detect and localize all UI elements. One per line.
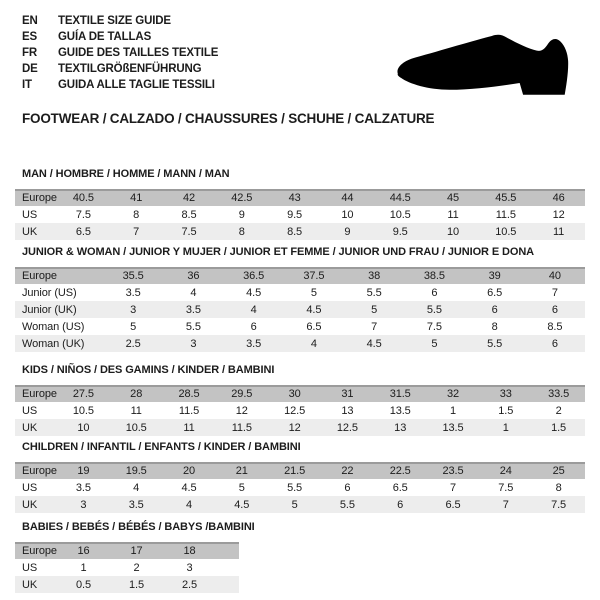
- size-value: 36: [187, 269, 200, 282]
- row-label: Woman (UK): [22, 337, 85, 350]
- table-row: [15, 284, 585, 301]
- size-value: 28: [130, 387, 143, 400]
- size-value: 31.5: [389, 387, 411, 400]
- table-row: [15, 496, 585, 513]
- size-value: 3: [186, 561, 193, 574]
- table-row: [15, 206, 585, 223]
- size-value: 8: [238, 225, 245, 238]
- size-value: 3.5: [185, 303, 201, 316]
- size-value: 38: [368, 269, 381, 282]
- size-value: 6: [551, 303, 558, 316]
- size-value: 8: [491, 320, 498, 333]
- table-row: [15, 301, 585, 318]
- size-value: 7: [449, 481, 456, 494]
- size-value: 44.5: [389, 191, 411, 204]
- size-value: 6.5: [487, 286, 503, 299]
- size-value: 5.5: [426, 303, 442, 316]
- size-value: 12: [235, 404, 248, 417]
- size-value: 7: [371, 320, 378, 333]
- language-row-fr: [22, 45, 218, 61]
- size-value: 4: [250, 303, 257, 316]
- size-value: 4.5: [246, 286, 262, 299]
- row-label: Europe: [22, 191, 57, 204]
- size-value: 5.5: [287, 481, 303, 494]
- size-value: 40: [548, 269, 561, 282]
- category-heading: FOOTWEAR / CALZADO / CHAUSSURES / SCHUHE / CALZATURE: [22, 111, 435, 126]
- language-code: FR: [22, 47, 38, 59]
- size-value: 13.5: [442, 421, 464, 434]
- section-kids: [15, 364, 585, 436]
- size-value: 8.5: [547, 320, 563, 333]
- size-value: 31: [341, 387, 354, 400]
- language-row-de: [22, 61, 218, 77]
- size-value: 7.5: [498, 481, 514, 494]
- size-value: 1.5: [551, 421, 567, 434]
- size-value: 4: [133, 481, 140, 494]
- row-label: US: [22, 561, 38, 574]
- row-label: US: [22, 481, 38, 494]
- size-value: 29.5: [231, 387, 253, 400]
- size-value: 3: [190, 337, 197, 350]
- size-value: 12: [552, 208, 565, 221]
- size-value: 28.5: [178, 387, 200, 400]
- size-value: 6.5: [306, 320, 322, 333]
- size-value: 36.5: [243, 269, 265, 282]
- size-value: 8.5: [287, 225, 303, 238]
- section-man: [15, 168, 585, 240]
- size-value: 0.5: [76, 578, 91, 591]
- size-value: 3.5: [125, 286, 141, 299]
- size-value: 18: [183, 544, 196, 557]
- size-value: 3.5: [128, 498, 144, 511]
- size-value: 1: [449, 404, 456, 417]
- size-value: 39: [488, 269, 501, 282]
- size-value: 11.5: [495, 208, 516, 221]
- row-label: Junior (US): [22, 286, 77, 299]
- size-value: 1: [502, 421, 509, 434]
- row-label: Europe: [22, 269, 57, 282]
- size-value: 11: [183, 421, 195, 434]
- size-value: 21: [235, 464, 248, 477]
- size-value: 8.5: [181, 208, 197, 221]
- size-value: 4.5: [306, 303, 322, 316]
- size-value: 4.5: [234, 498, 250, 511]
- size-value: 7.5: [426, 320, 442, 333]
- section-title-children: CHILDREN / INFANTIL / ENFANTS / KINDER / BAMBINI: [22, 441, 301, 453]
- size-value: 32: [446, 387, 460, 400]
- size-value: 3: [130, 303, 137, 316]
- size-value: 10: [77, 421, 90, 434]
- table-row: [15, 385, 585, 402]
- size-value: 1: [80, 561, 87, 574]
- size-value: 9: [238, 208, 245, 221]
- language-label: TEXTILE SIZE GUIDE: [58, 15, 171, 27]
- size-value: 4: [190, 286, 197, 299]
- size-value: 4: [310, 337, 317, 350]
- language-label: GUIDA ALLE TAGLIE TESSILI: [58, 79, 215, 91]
- size-value: 22.5: [389, 464, 411, 477]
- section-children: [15, 441, 585, 513]
- language-row-it: [22, 77, 218, 93]
- table-row: [15, 402, 585, 419]
- size-value: 10.5: [389, 208, 411, 221]
- row-label: US: [22, 404, 38, 417]
- size-value: 7: [133, 225, 140, 238]
- language-label: TEXTILGRÖßENFÜHRUNG: [58, 63, 202, 75]
- size-value: 1.5: [129, 578, 144, 591]
- size-value: 42.5: [231, 191, 253, 204]
- size-value: 22: [341, 464, 354, 477]
- size-value: 4.5: [181, 481, 197, 494]
- size-value: 10.5: [72, 404, 94, 417]
- size-value: 21.5: [284, 464, 306, 477]
- size-value: 37.5: [303, 269, 325, 282]
- section-title-man: MAN / HOMBRE / HOMME / MANN / MAN: [22, 168, 230, 180]
- size-value: 5: [291, 498, 298, 511]
- size-value: 45.5: [495, 191, 517, 204]
- size-value: 6: [250, 320, 257, 333]
- size-value: 16: [77, 544, 90, 557]
- size-value: 6.5: [445, 498, 461, 511]
- size-value: 11.5: [178, 404, 200, 417]
- size-value: 6: [491, 303, 498, 316]
- section-junior-woman: [15, 246, 585, 352]
- size-value: 6: [551, 337, 558, 350]
- size-table-man: [15, 189, 585, 240]
- language-list: [22, 13, 218, 93]
- size-value: 10: [341, 208, 354, 221]
- row-label: Europe: [22, 544, 57, 557]
- size-value: 41: [130, 191, 143, 204]
- size-value: 46: [552, 191, 565, 204]
- row-label: Junior (UK): [22, 303, 77, 316]
- size-value: 33.5: [548, 387, 570, 400]
- language-label: GUÍA DE TALLAS: [58, 31, 152, 43]
- size-value: 27.5: [72, 387, 94, 400]
- section-title-babies: BABIES / BEBÉS / BÉBÉS / BABYS /BAMBINI: [22, 521, 255, 533]
- size-value: 42: [182, 191, 196, 204]
- size-value: 13.5: [389, 404, 411, 417]
- dress-shoe-icon: [388, 8, 574, 106]
- size-value: 7.5: [181, 225, 197, 238]
- language-code: EN: [22, 15, 38, 27]
- size-value: 5: [431, 337, 438, 350]
- size-value: 7: [551, 286, 558, 299]
- language-code: DE: [22, 63, 38, 75]
- size-table-children: [15, 462, 585, 513]
- row-label: US: [22, 208, 38, 221]
- language-code: ES: [22, 31, 38, 43]
- size-value: 2: [133, 561, 140, 574]
- size-value: 24: [499, 464, 512, 477]
- size-value: 2.5: [125, 337, 141, 350]
- size-value: 10.5: [125, 421, 147, 434]
- table-row: [15, 189, 585, 206]
- language-row-en: [22, 13, 218, 29]
- section-title-kids: KIDS / NIÑOS / DES GAMINS / KINDER / BAMBINI: [22, 364, 275, 376]
- size-table-junior-woman: [15, 267, 585, 352]
- size-value: 20: [182, 464, 196, 477]
- size-value: 8: [133, 208, 140, 221]
- size-value: 44: [341, 191, 354, 204]
- size-value: 6: [431, 286, 438, 299]
- size-value: 11: [447, 208, 459, 221]
- size-value: 4.5: [366, 337, 382, 350]
- size-value: 12.5: [284, 404, 306, 417]
- row-label: Europe: [22, 464, 57, 477]
- row-label: UK: [22, 578, 38, 591]
- size-value: 5.5: [185, 320, 201, 333]
- size-value: 3: [80, 498, 87, 511]
- size-value: 3.5: [75, 481, 91, 494]
- size-value: 38.5: [423, 269, 445, 282]
- table-row: [15, 576, 239, 593]
- size-value: 6.5: [75, 225, 91, 238]
- row-label: Woman (US): [22, 320, 85, 333]
- size-value: 25: [552, 464, 565, 477]
- table-row: [15, 335, 585, 352]
- size-value: 2.5: [182, 578, 197, 591]
- size-value: 10.5: [495, 225, 517, 238]
- size-value: 7.5: [551, 498, 567, 511]
- size-value: 5: [310, 286, 317, 299]
- size-value: 5.5: [487, 337, 503, 350]
- size-value: 8: [555, 481, 562, 494]
- language-label: GUIDE DES TAILLES TEXTILE: [58, 47, 219, 59]
- table-row: [15, 318, 585, 335]
- size-value: 12.5: [336, 421, 358, 434]
- size-value: 5.5: [339, 498, 355, 511]
- row-label: UK: [22, 225, 38, 238]
- size-table-kids: [15, 385, 585, 436]
- language-row-es: [22, 29, 218, 45]
- table-row: [15, 479, 585, 496]
- size-value: 19.5: [125, 464, 147, 477]
- size-value: 35.5: [122, 269, 144, 282]
- size-value: 10: [446, 225, 460, 238]
- size-value: 7.5: [75, 208, 91, 221]
- size-value: 12: [288, 421, 301, 434]
- size-value: 45: [446, 191, 460, 204]
- size-value: 6.5: [392, 481, 408, 494]
- size-value: 40.5: [72, 191, 94, 204]
- table-row: [15, 542, 239, 559]
- table-row: [15, 462, 585, 479]
- size-value: 9: [344, 225, 351, 238]
- size-value: 30: [288, 387, 301, 400]
- row-label: UK: [22, 421, 38, 434]
- size-value: 1.5: [498, 404, 514, 417]
- size-value: 5: [130, 320, 137, 333]
- row-label: Europe: [22, 387, 57, 400]
- size-value: 5: [371, 303, 378, 316]
- size-value: 6: [397, 498, 404, 511]
- section-title-junior-woman: JUNIOR & WOMAN / JUNIOR Y MUJER / JUNIOR ET FEMME / JUNIOR UND FRAU / JUNIOR E DONA: [22, 246, 535, 258]
- size-value: 19: [77, 464, 90, 477]
- row-label: UK: [22, 498, 38, 511]
- table-row: [15, 559, 239, 576]
- size-value: 7: [502, 498, 509, 511]
- size-value: 13: [394, 421, 407, 434]
- size-value: 4: [185, 498, 192, 511]
- size-value: 17: [130, 544, 143, 557]
- size-table-babies: [15, 542, 239, 593]
- size-value: 43: [288, 191, 301, 204]
- size-value: 11: [552, 225, 565, 238]
- language-code: IT: [22, 79, 32, 91]
- size-value: 6: [344, 481, 351, 494]
- size-value: 11.5: [231, 421, 252, 434]
- size-value: 23.5: [442, 464, 464, 477]
- size-value: 13: [341, 404, 354, 417]
- section-babies: [15, 521, 585, 593]
- size-value: 2: [555, 404, 562, 417]
- size-value: 3.5: [246, 337, 262, 350]
- table-row: [15, 419, 585, 436]
- size-value: 5: [238, 481, 245, 494]
- table-row: [15, 223, 585, 240]
- table-row: [15, 267, 585, 284]
- size-value: 5.5: [366, 286, 382, 299]
- size-value: 9.5: [392, 225, 408, 238]
- size-value: 9.5: [287, 208, 303, 221]
- size-value: 11: [130, 404, 142, 417]
- size-value: 33: [499, 387, 512, 400]
